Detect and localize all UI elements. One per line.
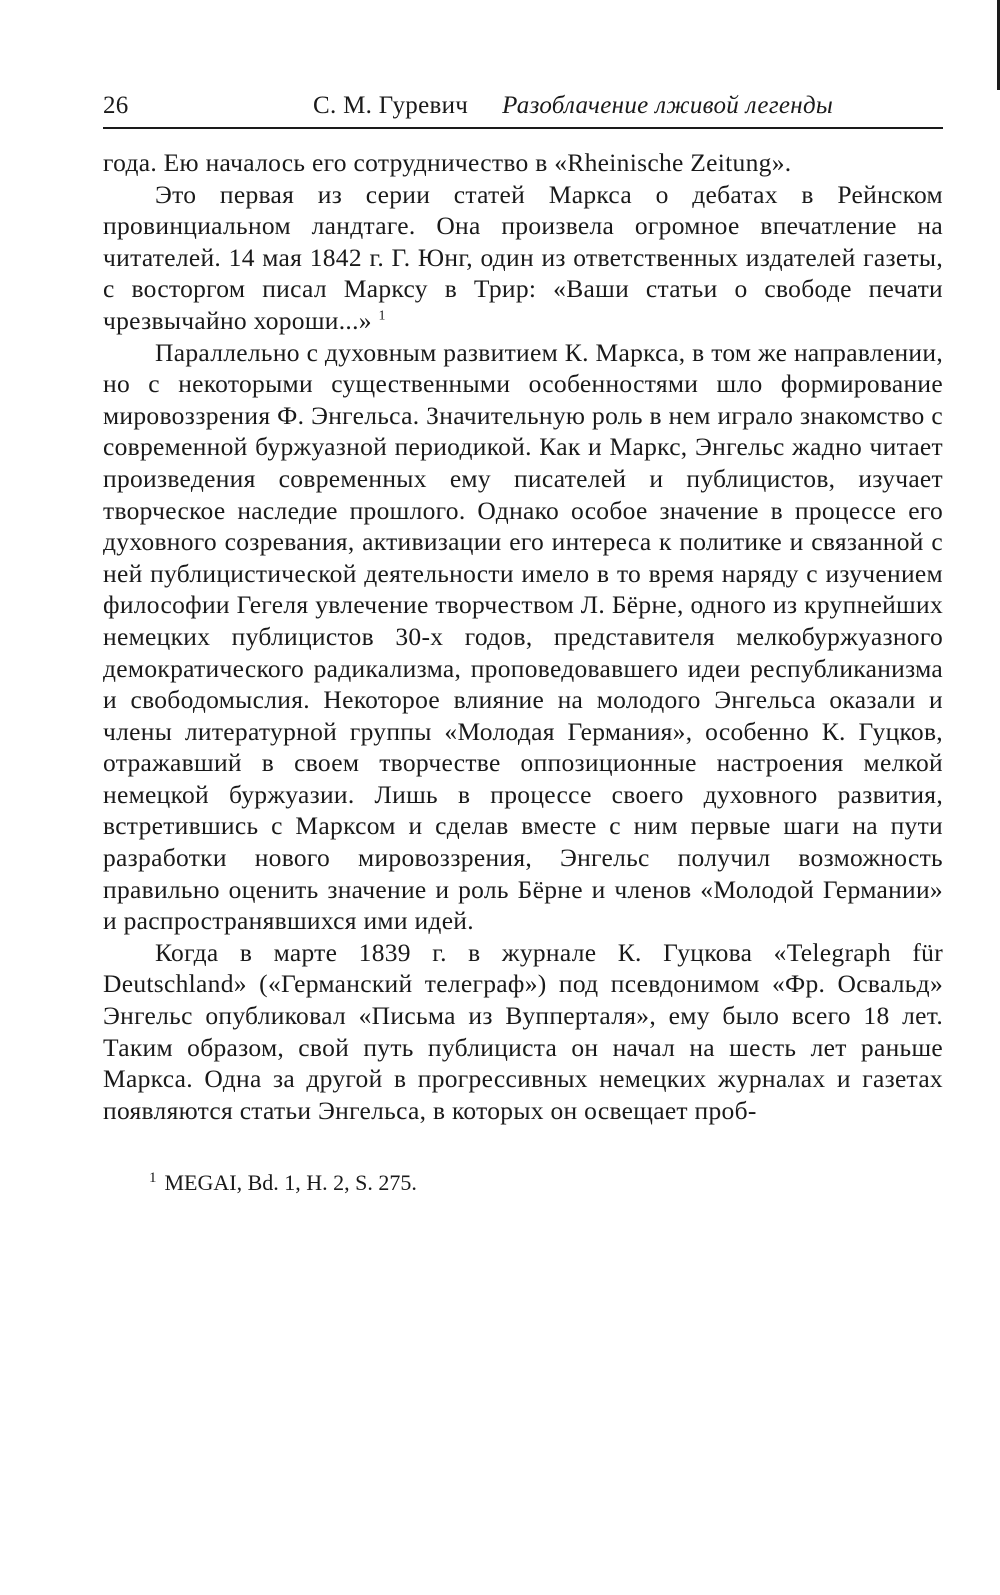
main-text: [103, 147, 943, 1126]
paragraph-marx-articles: [103, 179, 943, 337]
paragraph-continuation: года. Ею началось его сотрудничество в «Rheinische Zeitung».: [103, 148, 792, 177]
running-title: Разоблачение лживой легенды: [502, 92, 834, 119]
footnote-reference: 1: [378, 308, 386, 324]
footnote-text: MEGAI, Bd. 1, H. 2, S. 275.: [164, 1170, 417, 1196]
book-page: [103, 88, 943, 1198]
running-header: [103, 88, 943, 129]
footnote-mark: 1: [149, 1170, 157, 1187]
footnote: [149, 1168, 943, 1198]
paragraph-engels-development: Параллельно с духовным развитием К. Маркса, в том же направлении, но с некоторыми существенными особенностями шло формирование мировоззрения Ф. Энгельса. Значительную роль в нем играло знакомство с современной буржуазной периодикой. Как и Маркс, Энгельс жадно читает произведения современных ему писателей и публицистов, изучает творческое наследие прошлого. Однако особое значение в процессе его духовного созревания, активизации его интереса к политике и связанной с ней публицистической деятельности имело в то время наряду с изучением философии Гегеля увлечение творчеством Л. Бёрне, одного из крупнейших немецких публицистов 30-х годов, представителя мелкобуржуазного демократического радикализма, проповедовавшего идеи республиканизма и свободомыслия. Некоторое влияние на молодого Энгельса оказали и члены литературной группы «Молодая Германия», особенно К. Гуцков, отражавший в своем творчестве оппозиционные настроения мелкой немецкой буржуазии. Лишь в процессе своего духовного развития, встретившись с Марксом и сделав вместе с ним первые шаги на пути разработки нового мировоззрения, Энгельс получил возможность правильно оценить значение и роль Бёрне и членов «Молодой Германии» и распространявшихся ими идей.: [103, 337, 943, 936]
page-number: 26: [103, 92, 129, 119]
paragraph-engels-publications: Когда в марте 1839 г. в журнале К. Гуцкова «Telegraph für Deutschland» («Германский телеграф») под псевдонимом «Фр. Освальд» Энгельс опубликовал «Письма из Вупперталя», ему было всего 18 лет. Таким образом, свой путь публициста он начал на шесть лет раньше Маркса. Одна за другой в прогрессивных немецких журналах и газетах появляются статьи Энгельса, в которых он освещает проб-: [103, 937, 943, 1125]
running-author: С. М. Гуревич: [313, 92, 469, 119]
paragraph-marx-articles-text: Это первая из серии статей Маркса о дебатах в Рейнском провинциальном ландтаге. Она произвела огромное впечатление на читателей. 14 мая 1842 г. Г. Юнг, один из ответственных издателей газеты, с восторгом писал Марксу в Трир: «Ваши статьи о свободе печати чрезвычайно хороши...»: [103, 179, 943, 335]
